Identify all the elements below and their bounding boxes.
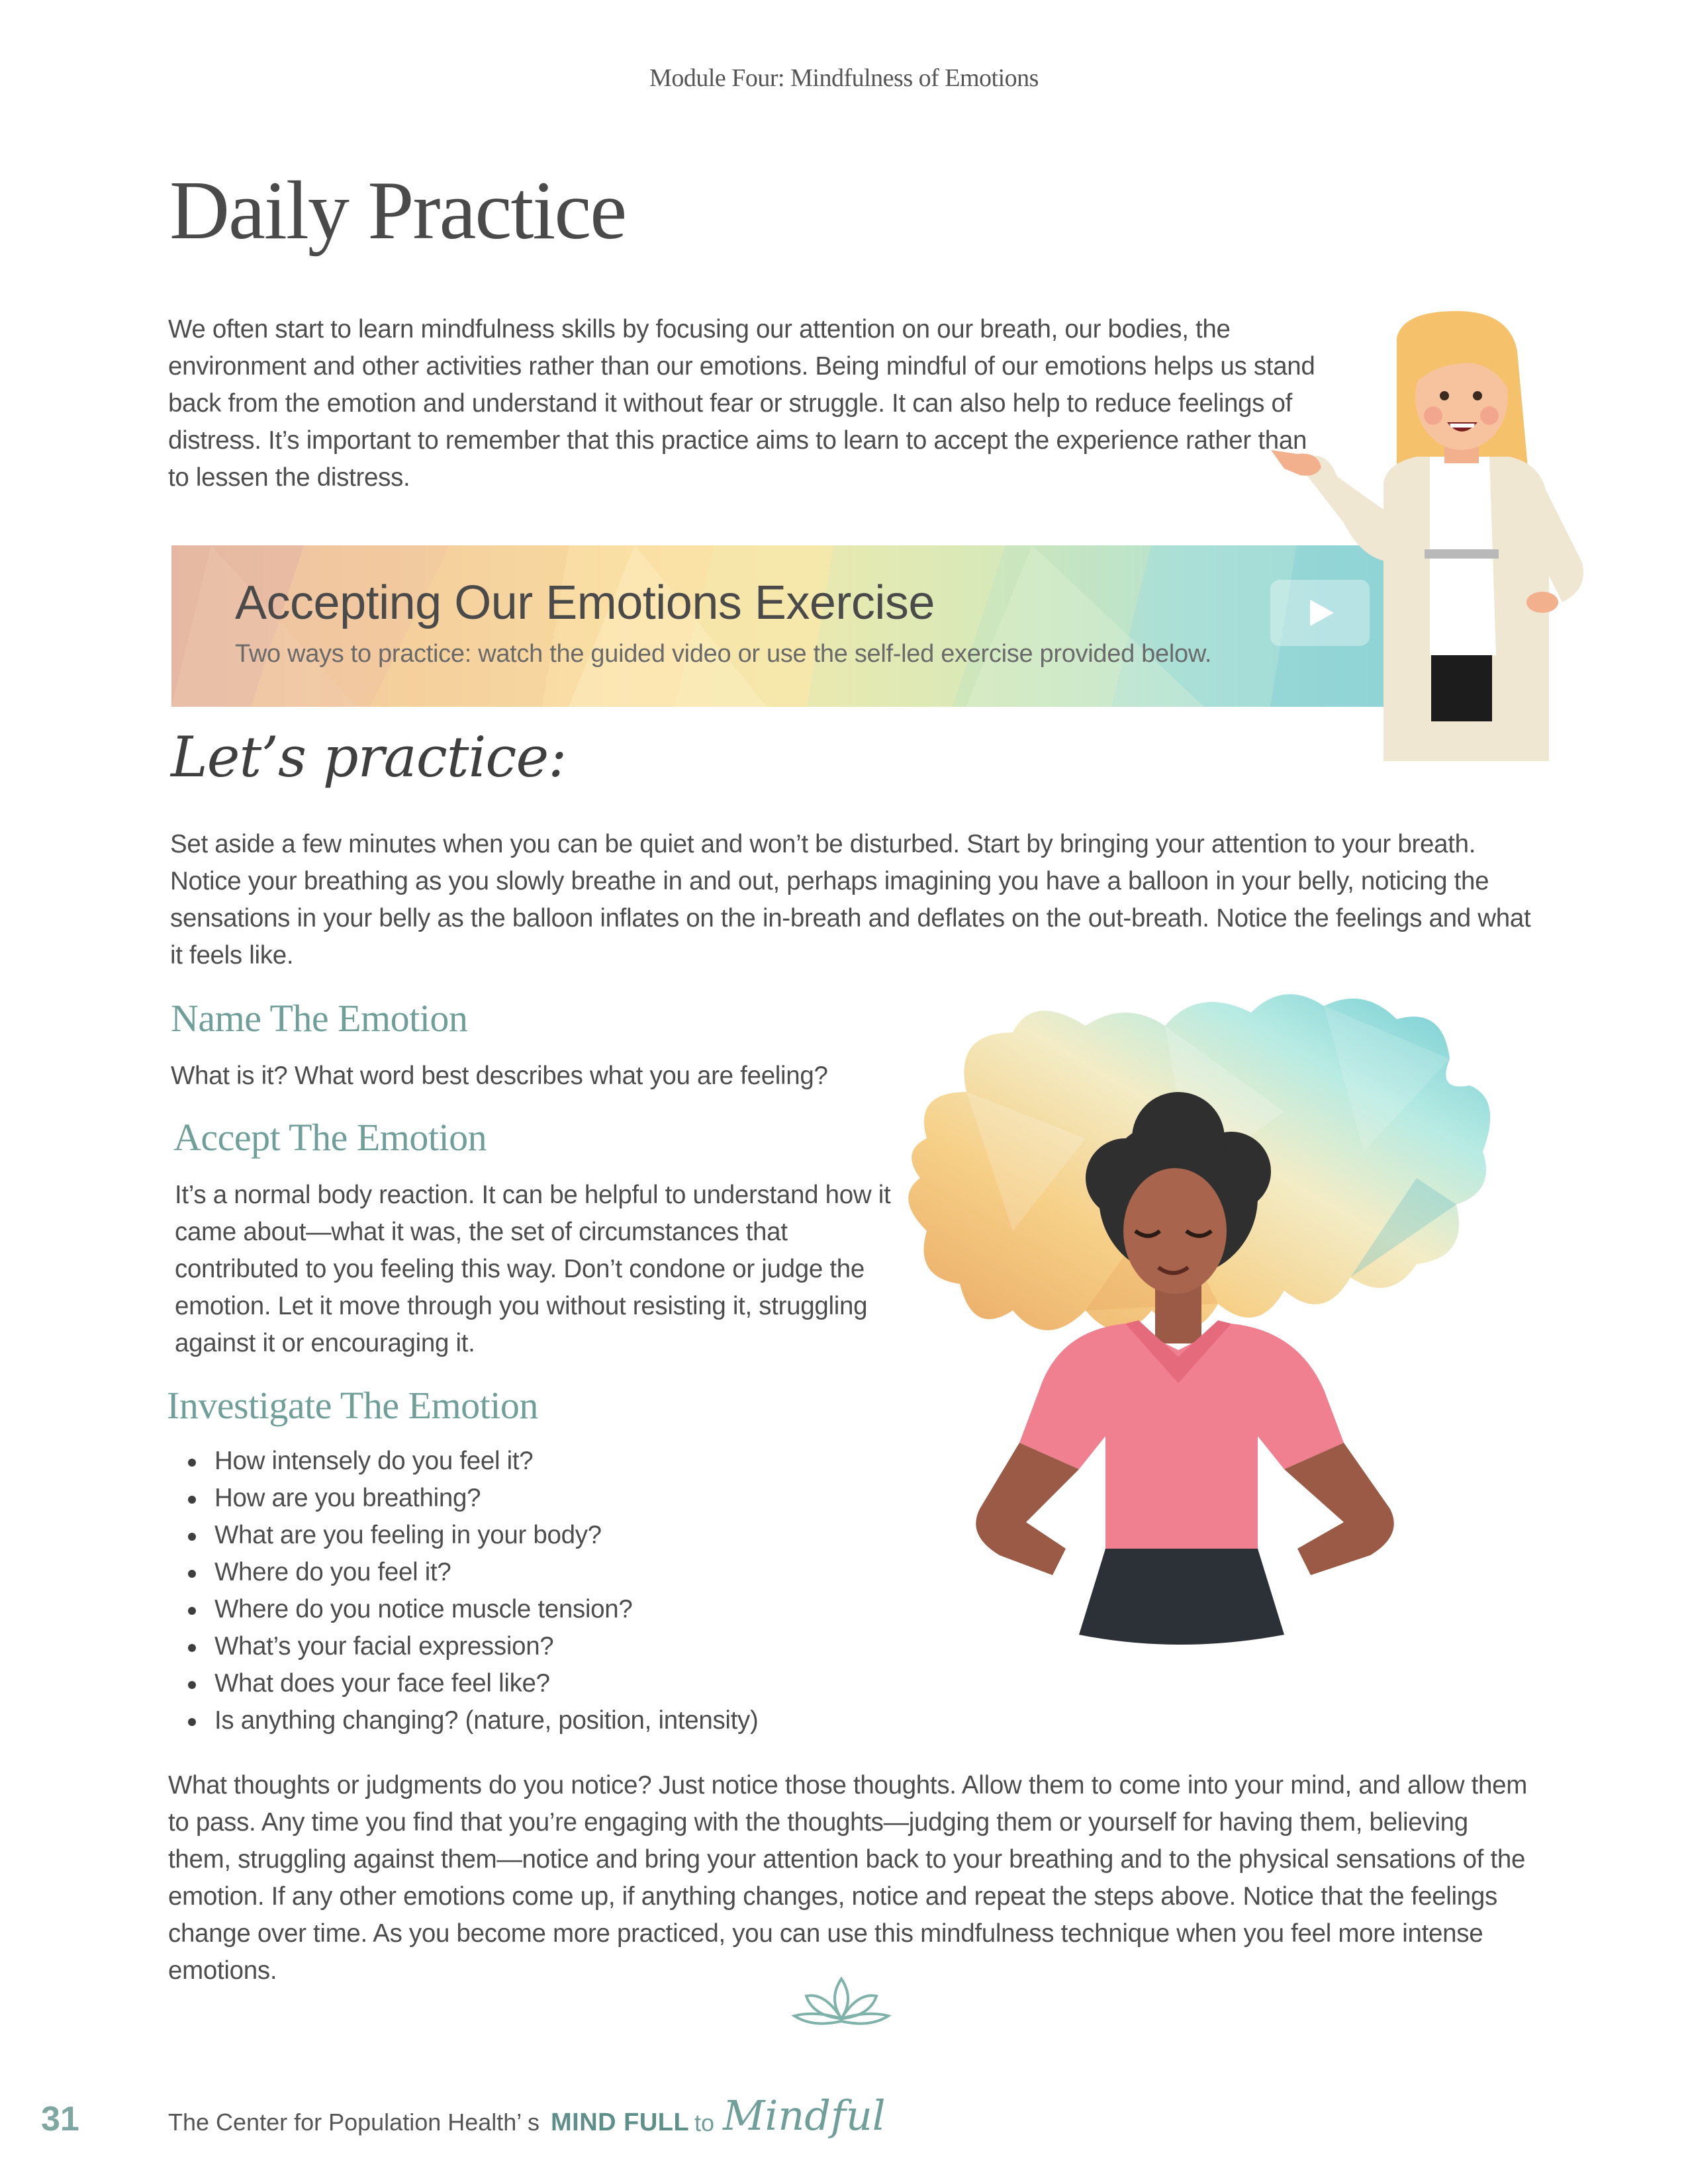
- brand-script-logo: Mindful: [723, 2091, 886, 2140]
- list-item: What’s your facial expression?: [173, 1628, 759, 1665]
- closing-paragraph: What thoughts or judgments do you notice? Just notice those thoughts. Allow them to come into your mind, and allow them to pass. Any time you find that you’re engaging with the thoughts—judging them or yourself for having them, believing them, struggling against them—notice and bring your attention back to your breathing and to the physical sensations of the emotion. If any other emotions come up, if anything changes, notice and repeat the steps above. Notice that the feelings change over time. As you become more practiced, you can use this mindfulness technique when you feel more intense emotions.: [168, 1771, 1528, 1985]
- lotus-icon: [792, 1972, 891, 2032]
- list-item: Where do you notice muscle tension?: [173, 1591, 759, 1628]
- video-banner[interactable]: [171, 545, 1416, 707]
- list-item: Is anything changing? (nature, position, intensity): [173, 1702, 759, 1739]
- banner-title: Accepting Our Emotions Exercise: [235, 576, 935, 629]
- list-item: Where do you feel it?: [173, 1554, 759, 1591]
- list-item: How are you breathing?: [173, 1480, 759, 1517]
- practice-paragraph: Set aside a few minutes when you can be quiet and won’t be disturbed. Start by bringing your attention to your breath. Notice your breathing as you slowly breathe in and out, perhaps imagining you have a balloon in your belly, noticing the sensations in your belly as the balloon inflates on the in-breath and deflates on the out-breath. Notice the feelings and what it feels like.: [170, 830, 1531, 970]
- intro-paragraph: We often start to learn mindfulness skills by focusing our attention on our breath, our bodies, the environment and other activities rather than our emotions. Being mindful of our emotions helps us stand back from the emotion and understand it without fear or struggle. It can also help to reduce feelings of distress. It’s important to remember that this practice aims to learn to accept the experience rather than to lessen the distress.: [168, 315, 1315, 492]
- page-title: Daily Practice: [169, 165, 626, 257]
- lets-practice-heading: Let’s practice:: [171, 725, 567, 790]
- module-header: Module Four: Mindfulness of Emotions: [649, 64, 1039, 92]
- name-emotion-heading: Name The Emotion: [171, 997, 468, 1040]
- page-number: 31: [41, 2100, 79, 2138]
- brand-to: to: [694, 2109, 715, 2136]
- investigate-emotion-heading: Investigate The Emotion: [167, 1384, 538, 1427]
- accept-emotion-heading: Accept The Emotion: [173, 1116, 487, 1159]
- calm-woman-illustration: [887, 979, 1536, 1721]
- brand-name: MIND FULL: [551, 2109, 690, 2136]
- name-emotion-text: What is it? What word best describes what you are feeling?: [171, 1062, 828, 1090]
- accept-emotion-text: It’s a normal body reaction. It can be helpful to understand how it came about—what it was, the set of circumstances that contributed to you feeling this way. Don’t condone or judge the emotion. Let it move through you without resisting it, struggling against it or encouraging it.: [175, 1181, 891, 1357]
- list-item: What does your face feel like?: [173, 1665, 759, 1702]
- list-item: How intensely do you feel it?: [173, 1443, 759, 1480]
- banner-subtitle: Two ways to practice: watch the guided video or use the self-led exercise provided below.: [235, 640, 1212, 668]
- list-item: What are you feeling in your body?: [173, 1517, 759, 1554]
- doctor-illustration: [1271, 311, 1589, 761]
- footer-org-text: The Center for Population Health’ s: [168, 2109, 539, 2136]
- investigate-questions-list: [173, 1443, 759, 1739]
